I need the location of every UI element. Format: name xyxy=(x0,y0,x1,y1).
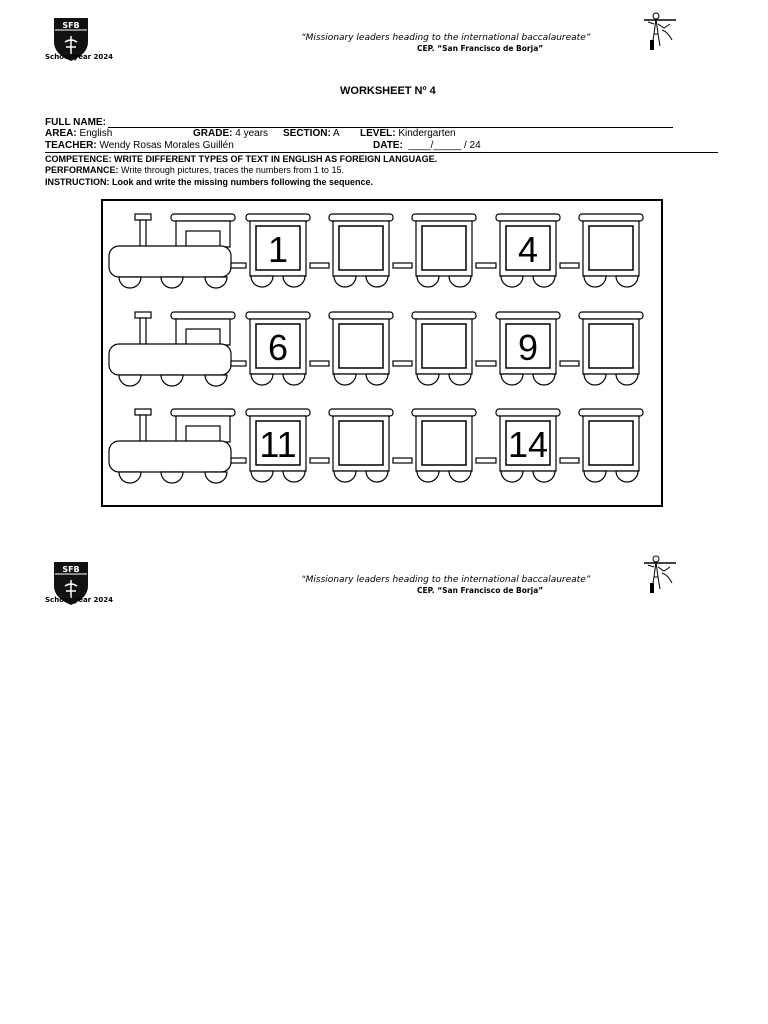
instruction-label: INSTRUCTION: xyxy=(45,177,110,187)
school-name: CEP. “San Francisco de Borja” xyxy=(417,586,544,595)
wagon-roof xyxy=(329,409,393,416)
coupling xyxy=(560,263,579,268)
wagon-roof xyxy=(412,214,476,221)
info-divider xyxy=(45,152,718,153)
coupling xyxy=(393,458,412,463)
coupling xyxy=(476,458,496,463)
coupling xyxy=(231,263,246,268)
cab-roof xyxy=(171,312,235,319)
performance-label: PERFORMANCE: xyxy=(45,165,119,175)
coupling xyxy=(231,458,246,463)
wagon-number: 4 xyxy=(517,229,539,270)
wagon-roof xyxy=(496,214,560,221)
date-value[interactable]: ____/_____ / 24 xyxy=(408,140,481,151)
chimney-top xyxy=(135,409,151,415)
number-box xyxy=(589,421,633,465)
coupling xyxy=(560,361,579,366)
header xyxy=(0,0,768,70)
school-name: CEP. “San Francisco de Borja” xyxy=(417,44,544,53)
grade-value: 4 years xyxy=(235,128,269,139)
instruction-value: Look and write the missing numbers following the sequence. xyxy=(112,177,374,187)
wagon-roof xyxy=(246,214,310,221)
wagon-roof xyxy=(246,409,310,416)
wagon-roof xyxy=(412,409,476,416)
footer-header xyxy=(0,545,768,615)
number-box xyxy=(589,226,633,270)
wagon-number: 9 xyxy=(517,327,539,368)
level-label: LEVEL: xyxy=(360,128,396,139)
coupling xyxy=(476,361,496,366)
coupling xyxy=(310,458,329,463)
wagon-number: 11 xyxy=(259,424,297,465)
coupling xyxy=(393,361,412,366)
chimney-top xyxy=(135,214,151,220)
wagon-roof xyxy=(246,312,310,319)
locomotive-body xyxy=(109,246,231,277)
coupling xyxy=(560,458,579,463)
coupling xyxy=(393,263,412,268)
wagon-roof xyxy=(496,409,560,416)
cab-roof xyxy=(171,409,235,416)
grade-row xyxy=(193,128,268,139)
coupling xyxy=(231,361,246,366)
logo-text: SFB xyxy=(62,21,80,30)
level-row xyxy=(360,128,456,139)
saint-figure-icon xyxy=(640,10,680,52)
number-box xyxy=(339,226,383,270)
date-label: DATE: xyxy=(373,140,403,151)
teacher-value: Wendy Rosas Morales Guillén xyxy=(99,140,234,151)
school-year: School year 2024 xyxy=(45,53,114,61)
locomotive-body xyxy=(109,441,231,472)
full-name-label: FULL NAME: xyxy=(45,117,106,128)
wagon-roof xyxy=(329,312,393,319)
school-year: School year 2024 xyxy=(45,596,114,604)
number-box xyxy=(589,324,633,368)
teacher-label: TEACHER: xyxy=(45,140,97,151)
grade-label: GRADE: xyxy=(193,128,233,139)
chimney xyxy=(140,318,146,345)
saint-figure-icon xyxy=(640,553,680,595)
performance-row xyxy=(45,165,344,175)
section-value: A xyxy=(333,128,340,139)
coupling xyxy=(310,361,329,366)
number-box xyxy=(422,324,466,368)
level-value: Kindergarten xyxy=(398,128,456,139)
wagon-roof xyxy=(579,409,643,416)
trains-exercise xyxy=(101,199,663,507)
performance-value: Write through pictures, traces the numbers from 1 to 15. xyxy=(121,165,344,175)
wagon-roof xyxy=(412,312,476,319)
wagon-roof xyxy=(329,214,393,221)
teacher-row xyxy=(45,140,234,151)
section-row xyxy=(283,128,340,139)
wagon-roof xyxy=(496,312,560,319)
full-name-row xyxy=(45,117,106,128)
wagon-number: 1 xyxy=(267,229,289,270)
chimney-top xyxy=(135,312,151,318)
cab-roof xyxy=(171,214,235,221)
chimney xyxy=(140,415,146,442)
chimney xyxy=(140,220,146,247)
worksheet-title: WORKSHEET Nº 4 xyxy=(340,85,436,97)
coupling xyxy=(310,263,329,268)
number-box xyxy=(339,324,383,368)
wagon-roof xyxy=(579,214,643,221)
competence-text: COMPETENCE: WRITE DIFFERENT TYPES OF TEXT IN ENGLISH AS FOREIGN LANGUAGE. xyxy=(45,154,438,164)
section-label: SECTION: xyxy=(283,128,331,139)
number-box xyxy=(422,226,466,270)
area-label: AREA: xyxy=(45,128,77,139)
area-value: English xyxy=(79,128,113,139)
area-row xyxy=(45,128,112,139)
instruction-row xyxy=(45,177,373,187)
date-row xyxy=(373,140,481,151)
logo-text: SFB xyxy=(62,565,80,574)
coupling xyxy=(476,263,496,268)
wagon-number: 6 xyxy=(267,327,289,368)
wagon-roof xyxy=(579,312,643,319)
number-box xyxy=(339,421,383,465)
number-box xyxy=(422,421,466,465)
wagon-number: 14 xyxy=(507,424,549,465)
school-motto: “Missionary leaders heading to the international baccalaureate” xyxy=(301,33,591,43)
school-motto: “Missionary leaders heading to the international baccalaureate” xyxy=(301,575,591,585)
locomotive-body xyxy=(109,344,231,375)
